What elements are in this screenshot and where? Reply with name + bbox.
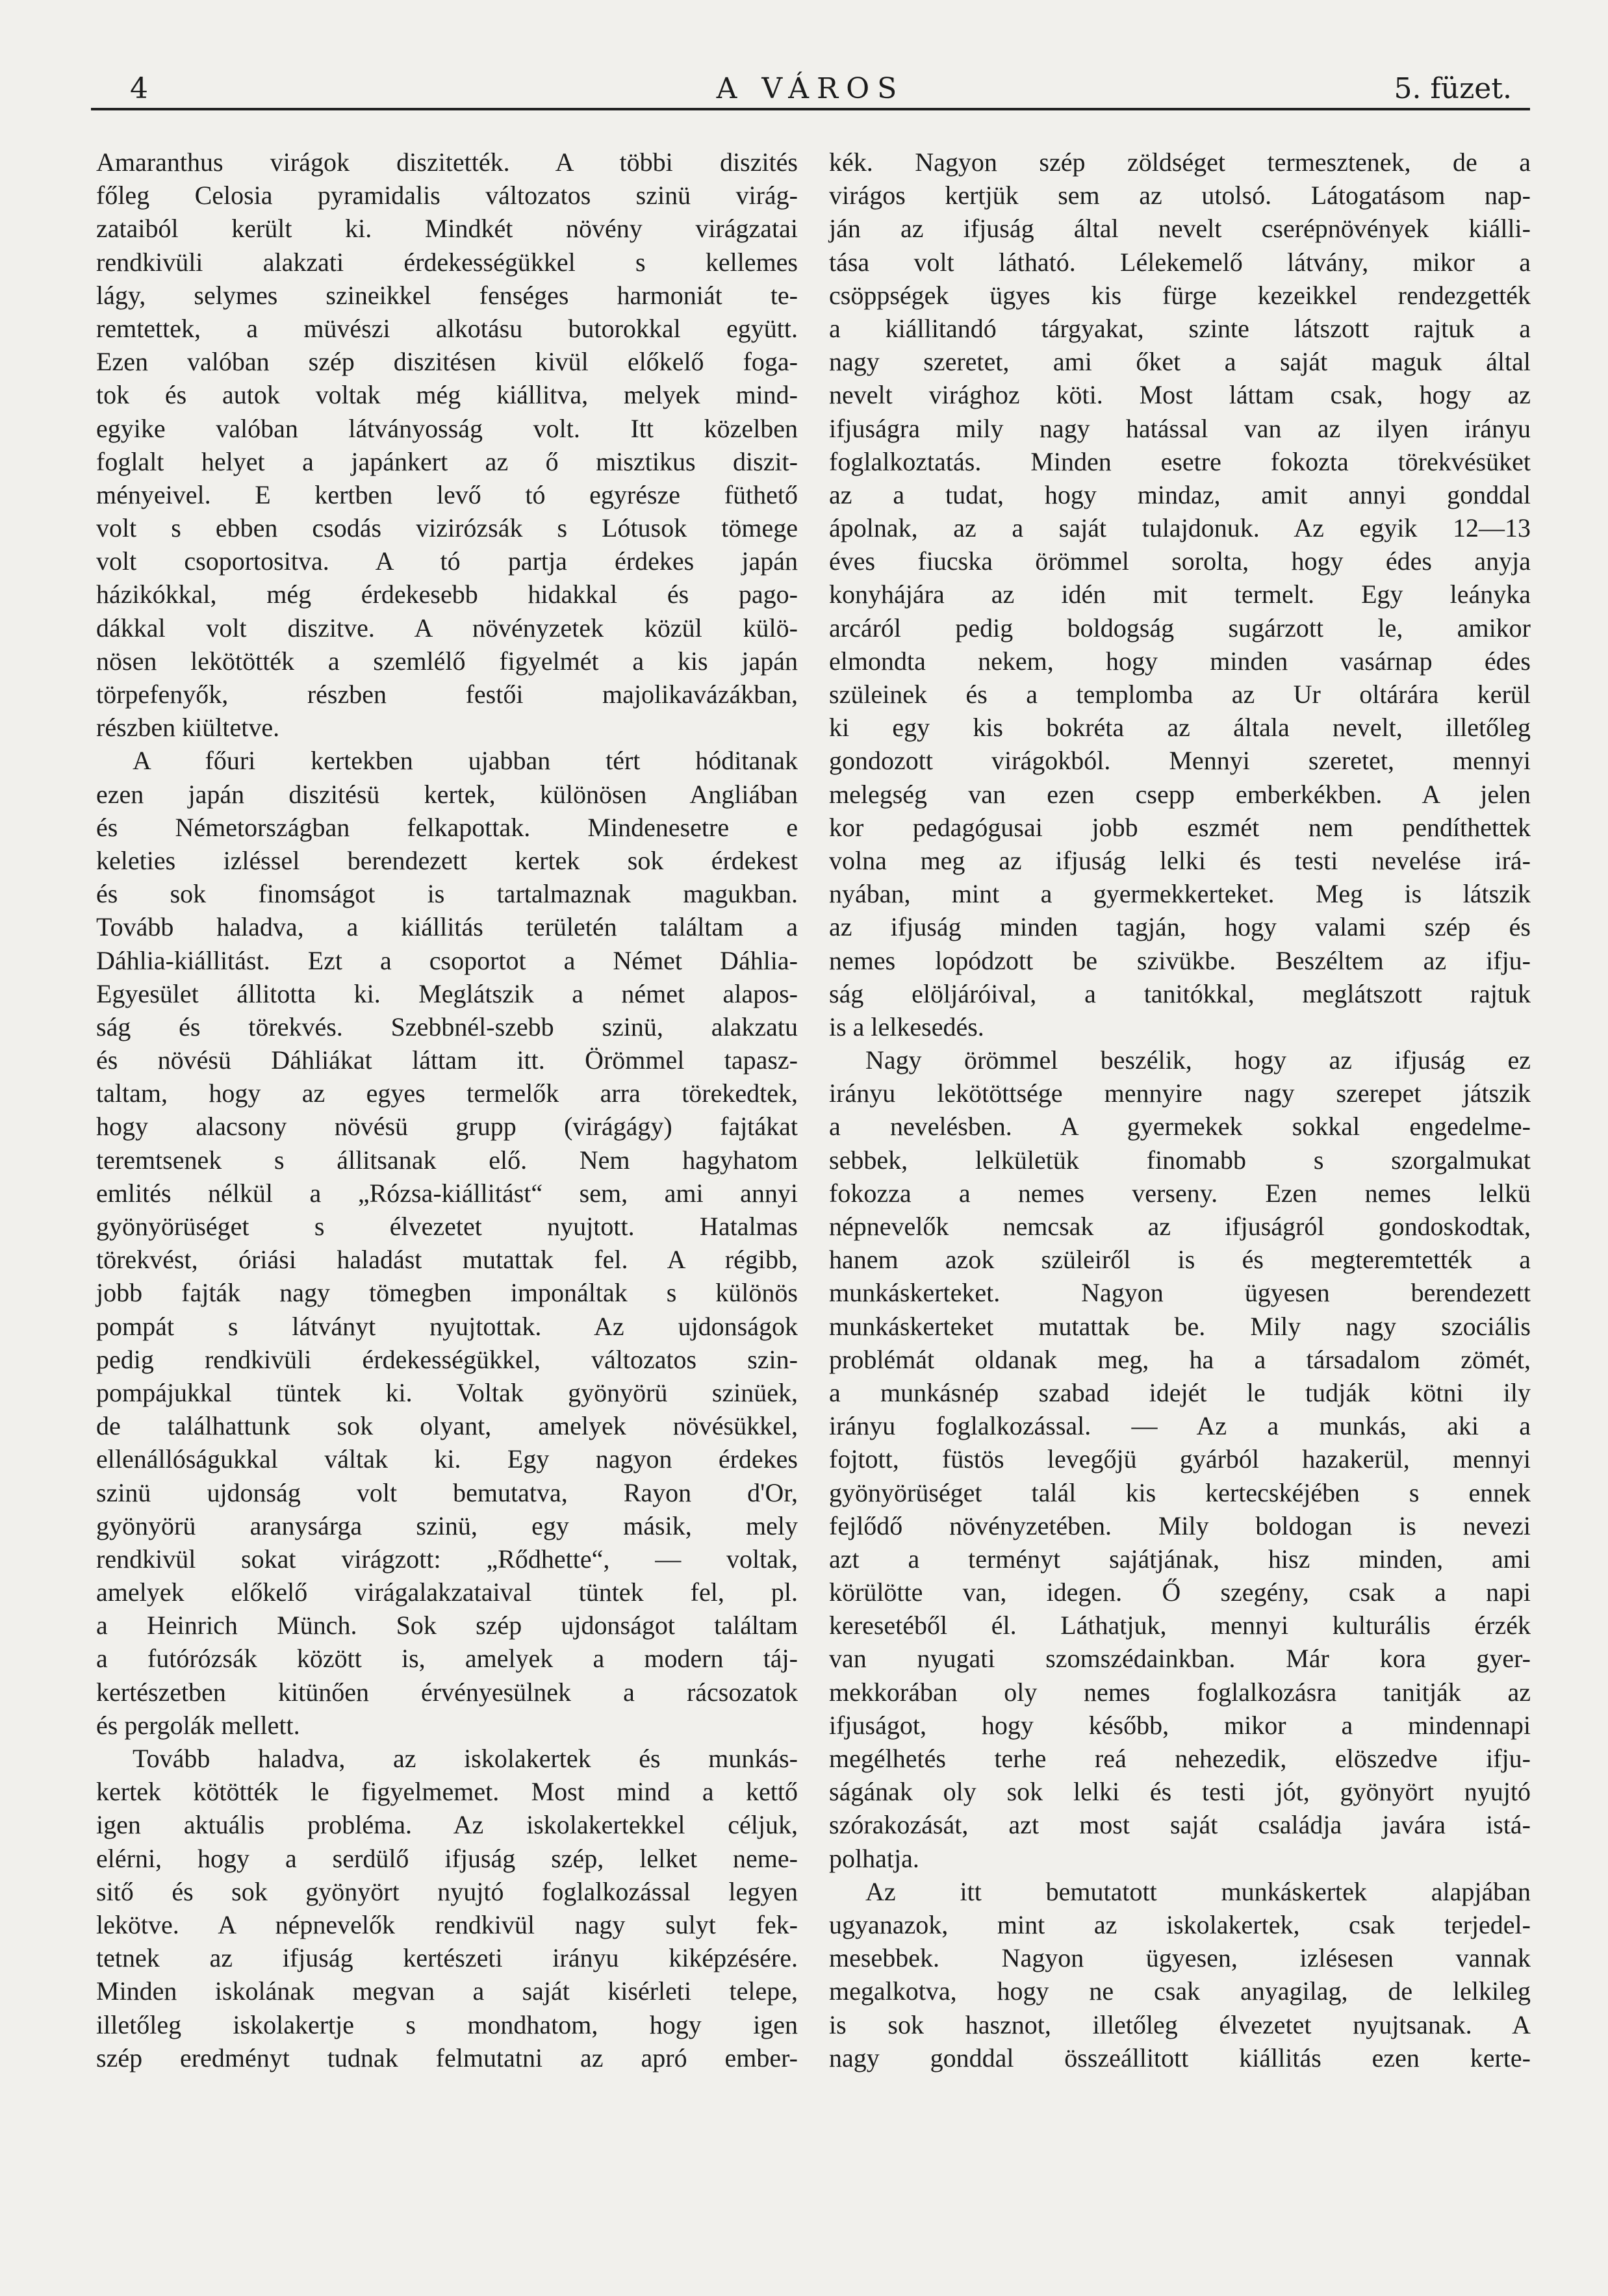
text-line: van nyugati szomszédainkban. Már kora gyer- xyxy=(829,1644,1531,1674)
text-line: szinü ujdonság volt bemutatva, Rayon d'Or, xyxy=(96,1477,798,1507)
text-line: ság és törekvés. Szebbnél-szebb szinü, alakzatu xyxy=(96,1012,798,1041)
text-line: is sok hasznot, illetőleg élvezetet nyujtsanak. A xyxy=(829,2009,1531,2039)
text-line: lágy, selymes szineikkel fenséges harmoniát te- xyxy=(96,280,798,310)
right-column xyxy=(829,146,1531,2074)
text-line: egyike valóban látványosság volt. Itt közelben xyxy=(96,413,798,443)
text-line: polhatja. xyxy=(829,1843,919,1873)
text-line: irányu lekötöttsége mennyire nagy szerepet játszik xyxy=(829,1078,1531,1108)
text-line: gyönyörüséget talál kis kertecskéjében s ennek xyxy=(829,1477,1531,1507)
text-line: pedig rendkivüli érdekességükkel, változatos szin- xyxy=(96,1344,798,1374)
text-line: főleg Celosia pyramidalis változatos szinü virág- xyxy=(96,181,798,210)
text-line: zataiból került ki. Mindkét növény virágzatai xyxy=(96,214,798,244)
text-line: tetnek az ifjuság kertészeti irányu kiképzésére. xyxy=(96,1943,798,1973)
text-line: Az itt bemutatott munkáskertek alapjában xyxy=(865,1876,1531,1906)
text-line: problémát oldanak meg, ha a társadalom zömét, xyxy=(829,1344,1531,1374)
text-line: Tovább haladva, az iskolakertek és munkás- xyxy=(133,1744,798,1773)
text-line: kék. Nagyon szép zöldséget termesztenek, de a xyxy=(829,147,1531,177)
text-line: szüleinek és a templomba az Ur oltárára kerül xyxy=(829,680,1531,709)
text-line: Amaranthus virágok diszitették. A többi diszités xyxy=(96,147,798,177)
text-line: megalkotva, hogy ne csak anyagilag, de lelkileg xyxy=(829,1976,1531,2006)
text-line: illetőleg iskolakertje s mondhatom, hogy igen xyxy=(96,2009,798,2039)
text-line: gondozott virágokból. Mennyi szeretet, mennyi xyxy=(829,746,1531,776)
text-line: a kiállitandó tárgyakat, szinte látszott rajtuk a xyxy=(829,313,1531,343)
text-line: a nevelésben. A gyermekek sokkal engedelme- xyxy=(829,1112,1531,1142)
text-line: volna meg az ifjuság lelki és testi nevelése irá- xyxy=(829,845,1531,875)
text-line: ugyanazok, mint az iskolakertek, csak terjedel- xyxy=(829,1909,1531,1939)
text-line: nemes lopódzott be szivükbe. Beszéltem az ifju- xyxy=(829,945,1531,975)
text-line: ság elöljáróival, a tanitókkal, meglátszott rajtuk xyxy=(829,978,1531,1008)
text-line: sitő és sok gyönyört nyujtó foglalkozással legyen xyxy=(96,1876,798,1906)
page-number: 4 xyxy=(130,72,148,105)
issue-label: 5. füzet. xyxy=(1394,72,1512,105)
text-line: az a tudat, hogy mindaz, amit annyi gonddal xyxy=(829,479,1531,509)
text-line: amelyek előkelő virágalakzataival tüntek fel, pl. xyxy=(96,1577,798,1607)
text-line: elmondta nekem, hogy minden vasárnap édes xyxy=(829,646,1531,676)
left-column xyxy=(96,146,798,2074)
text-line: rendkivüli alakzati érdekességükkel s kellemes xyxy=(96,247,798,277)
text-line: és növésü Dáhliákat láttam itt. Örömmel tapasz- xyxy=(96,1045,798,1075)
text-line: és Németországban felkapottak. Mindenesetre e xyxy=(96,812,798,842)
text-line: tok és autok voltak még kiállitva, melyek mind- xyxy=(96,380,798,410)
text-line: ságának oly sok lelki és testi jót, gyönyört nyujtó xyxy=(829,1777,1531,1807)
header-rule xyxy=(91,108,1530,110)
text-line: foglalt helyet a japánkert az ő misztikus diszit- xyxy=(96,446,798,476)
text-line: nagy szeretet, ami őket a saját maguk által xyxy=(829,347,1531,377)
text-line: ápolnak, az a saját tulajdonuk. Az egyik 12—13 xyxy=(829,513,1531,543)
text-line: nyában, mint a gyermekkerteket. Meg is látszik xyxy=(829,879,1531,909)
text-line: gyönyörüséget s élvezetet nyujtott. Hatalmas xyxy=(96,1212,798,1241)
text-line: munkáskerteket. Nagyon ügyesen berendezett xyxy=(829,1278,1531,1308)
text-line: a Heinrich Münch. Sok szép ujdonságot találtam xyxy=(96,1611,798,1640)
text-line: volt s ebben csodás vizirózsák s Lótusok tömege xyxy=(96,513,798,543)
text-line: Ezen valóban szép diszitésen kivül előkelő foga- xyxy=(96,347,798,377)
text-line: mesebbek. Nagyon ügyesen, izlésesen vannak xyxy=(829,1943,1531,1973)
text-line: pompát s látványt nyujtottak. Az ujdonságok xyxy=(96,1311,798,1341)
text-line: remtettek, a müvészi alkotásu butorokkal együtt. xyxy=(96,313,798,343)
text-line: szórakozását, azt most saját családja javára istá- xyxy=(829,1810,1531,1840)
text-line: nevelt virághoz köti. Most láttam csak, hogy az xyxy=(829,380,1531,410)
text-line: és sok finomságot is tartalmaznak magukban. xyxy=(96,879,798,909)
text-line: törpefenyők, részben festői majolikavázákban, xyxy=(96,680,798,709)
text-line: munkáskerteket mutattak be. Mily nagy szociális xyxy=(829,1311,1531,1341)
text-line: részben kiültetve. xyxy=(96,713,280,743)
text-line: elérni, hogy a serdülő ifjuság szép, lelket neme- xyxy=(96,1843,798,1873)
text-line: hanem azok szüleiről is és megteremtették a xyxy=(829,1245,1531,1275)
text-line: keresetéből él. Láthatjuk, mennyi kulturális érzék xyxy=(829,1611,1531,1640)
text-line: konyhájára az idén mit termelt. Egy leányka xyxy=(829,580,1531,609)
text-line: Egyesület állitotta ki. Meglátszik a német alapos- xyxy=(96,978,798,1008)
text-line: csöppségek ügyes kis fürge kezeikkel rendezgették xyxy=(829,280,1531,310)
text-line: fejlődő növényzetében. Mily boldogan is nevezi xyxy=(829,1511,1531,1540)
text-line: dákkal volt diszitve. A növényzetek közül külö- xyxy=(96,613,798,643)
text-line: a munkásnép szabad idejét le tudják kötni ily xyxy=(829,1377,1531,1407)
text-line: körülötte van, idegen. Ő szegény, csak a napi xyxy=(829,1577,1531,1607)
text-line: és pergolák mellett. xyxy=(96,1710,300,1740)
text-line: virágos kertjük sem az utolsó. Látogatásom nap- xyxy=(829,181,1531,210)
text-line: ján az ifjuság által nevelt cserépnövények kiálli- xyxy=(829,214,1531,244)
text-line: az ifjuság minden tagján, hogy valami szép és xyxy=(829,912,1531,942)
text-line: mekkorában oly nemes foglalkozásra tanitják az xyxy=(829,1677,1531,1707)
text-line: kertészetben kitünően érvényesülnek a rácsozatok xyxy=(96,1677,798,1707)
text-line: jobb fajták nagy tömegben imponáltak s különös xyxy=(96,1278,798,1308)
text-line: fokozza a nemes verseny. Ezen nemes lelkü xyxy=(829,1178,1531,1208)
text-line: sebbek, lelkületük finomabb s szorgalmukat xyxy=(829,1145,1531,1175)
text-line: kor pedagógusai jobb eszmét nem pendíthettek xyxy=(829,812,1531,842)
text-line: nösen lekötötték a szemlélő figyelmét a kis japán xyxy=(96,646,798,676)
text-line: irányu foglalkozással. — Az a munkás, aki a xyxy=(829,1411,1531,1441)
text-line: igen aktuális probléma. Az iskolakertekkel céljuk, xyxy=(96,1810,798,1840)
text-line: tása volt látható. Lélekemelő látvány, mikor a xyxy=(829,247,1531,277)
text-line: megélhetés terhe reá nehezedik, elöszedve ifju- xyxy=(829,1744,1531,1773)
text-line: népnevelők nemcsak az ifjuságról gondoskodtak, xyxy=(829,1212,1531,1241)
text-line: törekvést, óriási haladást mutattak fel. A régibb, xyxy=(96,1245,798,1275)
text-line: emlités nélkül a „Rózsa-kiállitást“ sem, ami annyi xyxy=(96,1178,798,1208)
text-line: melegség van ezen csepp emberkékben. A jelen xyxy=(829,779,1531,809)
text-line: foglalkoztatás. Minden esetre fokozta törekvésüket xyxy=(829,446,1531,476)
text-line: Tovább haladva, a kiállitás területén találtam a xyxy=(96,912,798,942)
text-line: ki egy kis bokréta az általa nevelt, illetőleg xyxy=(829,713,1531,743)
text-line: ifjuságot, hogy később, mikor a mindennapi xyxy=(829,1710,1531,1740)
text-line: azt a terményt sajátjának, hisz minden, ami xyxy=(829,1544,1531,1574)
text-line: keleties izléssel berendezett kertek sok érdekest xyxy=(96,845,798,875)
publication-title: A VÁROS xyxy=(716,72,905,105)
text-line: Dáhlia-kiállitást. Ezt a csoportot a Német Dáhlia- xyxy=(96,945,798,975)
text-line: házikókkal, még érdekesebb hidakkal és pago- xyxy=(96,580,798,609)
text-line: szép eredményt tudnak felmutatni az apró ember- xyxy=(96,2043,798,2073)
text-line: a futórózsák között is, amelyek a modern táj- xyxy=(96,1644,798,1674)
text-line: ifjuságra mily nagy hatással van az ilyen irányu xyxy=(829,413,1531,443)
text-line: A főuri kertekben ujabban tért hóditanak xyxy=(133,746,798,776)
text-line: éves fiucska örömmel sorolta, hogy édes anyja xyxy=(829,546,1531,576)
text-line: teremtsenek s állitsanak elő. Nem hagyhatom xyxy=(96,1145,798,1175)
text-line: lekötve. A népnevelők rendkivül nagy sulyt fek- xyxy=(96,1909,798,1939)
text-line: ezen japán diszitésü kertek, különösen Angliában xyxy=(96,779,798,809)
text-line: ményeivel. E kertben levő tó egyrésze füthető xyxy=(96,479,798,509)
text-line: de találhattunk sok olyant, amelyek növésükkel, xyxy=(96,1411,798,1441)
text-line: Minden iskolának megvan a saját kisérleti telepe, xyxy=(96,1976,798,2006)
text-line: gyönyörü aranysárga szinü, egy másik, mely xyxy=(96,1511,798,1540)
text-line: fojtott, füstös levegőjü gyárból hazakerül, mennyi xyxy=(829,1444,1531,1474)
text-line: rendkivül sokat virágzott: „Rődhette“, — voltak, xyxy=(96,1544,798,1574)
text-line: volt csoportositva. A tó partja érdekes japán xyxy=(96,546,798,576)
text-line: nagy gonddal összeállitott kiállitás ezen kerte- xyxy=(829,2043,1531,2073)
text-line: ellenállóságukkal váltak ki. Egy nagyon érdekes xyxy=(96,1444,798,1474)
text-line: arcáról pedig boldogság sugárzott le, amikor xyxy=(829,613,1531,643)
text-line: pompájukkal tüntek ki. Voltak gyönyörü szinüek, xyxy=(96,1377,798,1407)
text-line: kertek kötötték le figyelmemet. Most mind a kettő xyxy=(96,1777,798,1807)
page-header xyxy=(91,70,1530,108)
text-line: hogy alacsony növésü grupp (virágágy) fajtákat xyxy=(96,1112,798,1142)
text-line: taltam, hogy az egyes termelők arra törekedtek, xyxy=(96,1078,798,1108)
text-line: is a lelkesedés. xyxy=(829,1012,984,1041)
text-line: Nagy örömmel beszélik, hogy az ifjuság ez xyxy=(865,1045,1531,1075)
